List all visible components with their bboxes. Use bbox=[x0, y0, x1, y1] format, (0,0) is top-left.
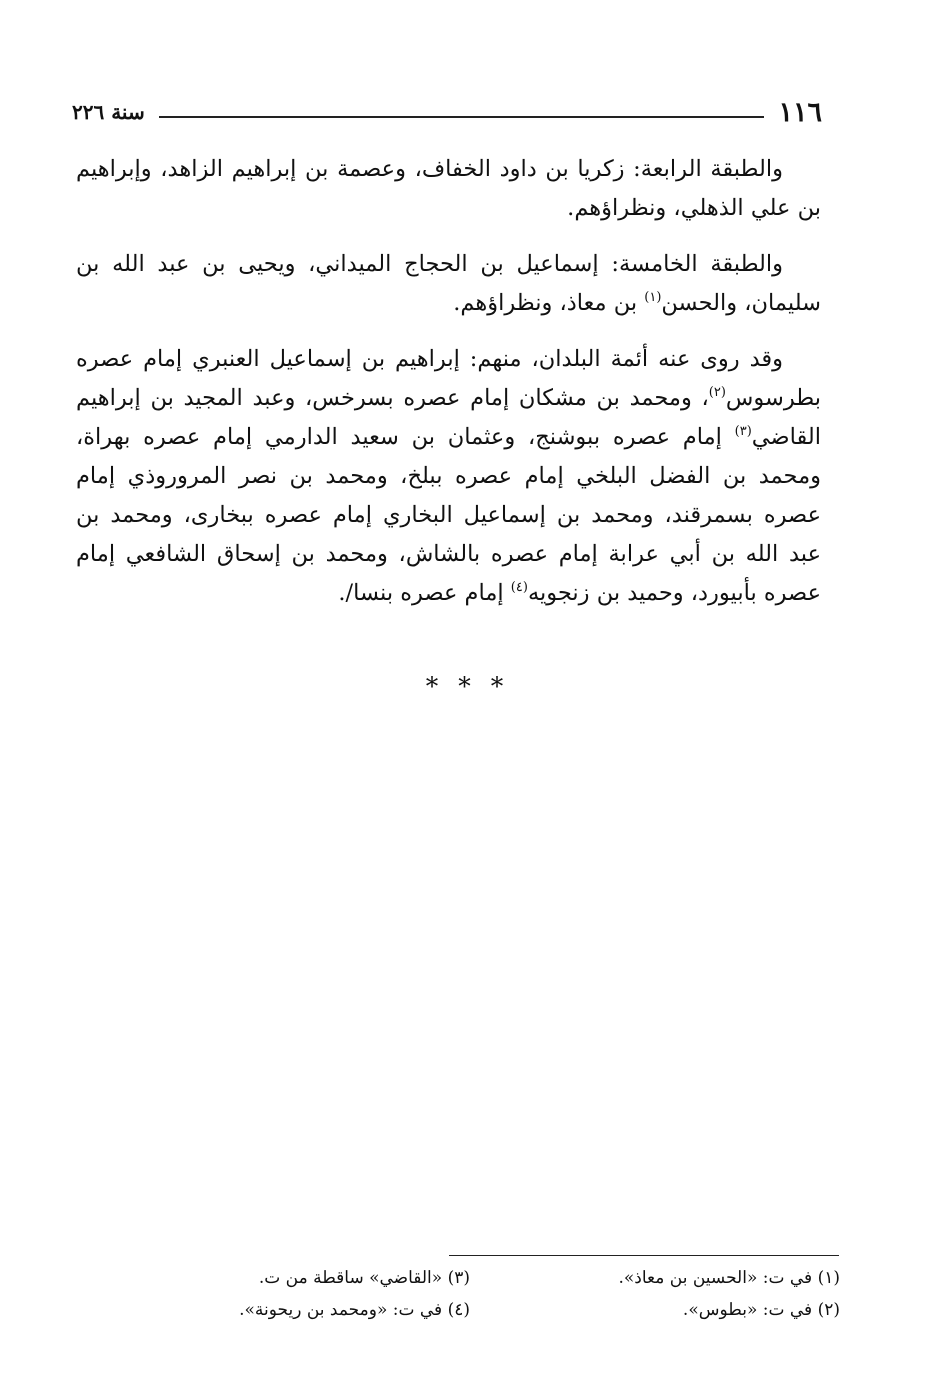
footnote-4: (٤) في ت: «ومحمد بن ريحونة». bbox=[239, 1300, 470, 1320]
footnote-rule bbox=[449, 1255, 839, 1256]
paragraph-fifth-generation bbox=[76, 245, 821, 323]
main-text bbox=[76, 150, 821, 630]
paragraph-text: إمام عصره ببوشنج، وعثمان بن سعيد الدارمي إمام عصره بهراة، ومحمد بن الفضل البلخي إمام عصره ببلخ، ومحمد بن نصر المروروذي إمام عصره بسمرقند، ومحمد بن إسماعيل البخاري إمام عصره ببخارى، ومحمد بن عبد الله بن أبي عرابة إمام عصره بالشاش، ومحمد بن إسحاق الشافعي إمام عصره بأبيورد، وحميد بن زنجويه bbox=[76, 424, 821, 606]
footnote-ref-2: (٢) bbox=[708, 385, 726, 400]
footnote-ref-1: (١) bbox=[644, 290, 662, 305]
footnote-ref-3: (٣) bbox=[734, 424, 752, 439]
page-number: ١١٦ bbox=[778, 96, 822, 128]
paragraph-text: إمام عصره بنسا/. bbox=[338, 580, 511, 606]
paragraph-text: والطبقة الرابعة: زكريا بن داود الخفاف، وعصمة بن إبراهيم الزاهد، وإبراهيم بن علي الذهلي، ونظراؤهم. bbox=[76, 156, 821, 221]
footnotes bbox=[100, 1262, 840, 1342]
year-label: سنة ٢٢٦ bbox=[72, 100, 145, 124]
footnote-2: (٢) في ت: «بطوس». bbox=[682, 1300, 840, 1320]
section-separator: * * * bbox=[425, 672, 510, 701]
paragraph-text: وقد روى عنه أئمة البلدان، منهم: إبراهيم بن إسماعيل العنبري إمام عصره بطرسوس bbox=[76, 346, 821, 411]
footnote-3: (٣) «القاضي» ساقطة من ت. bbox=[258, 1268, 470, 1288]
paragraph-fourth-generation bbox=[76, 150, 821, 228]
paragraph-text: بن معاذ، ونظراؤهم. bbox=[453, 290, 645, 316]
footnote-ref-4: (٤) bbox=[510, 580, 528, 595]
header-rule bbox=[159, 116, 765, 118]
footnote-1: (١) في ت: «الحسين بن معاذ». bbox=[618, 1268, 840, 1288]
paragraph-text: والطبقة الخامسة: إسماعيل بن الحجاج الميداني، ويحيى بن عبد الله بن سليمان، والحسن bbox=[76, 251, 821, 316]
paragraph-city-imams bbox=[76, 340, 821, 613]
running-head bbox=[72, 92, 822, 132]
paragraph-text: ، ومحمد بن مشكان إمام عصره بسرخس، وعبد المجيد بن إبراهيم القاضي bbox=[76, 385, 821, 450]
